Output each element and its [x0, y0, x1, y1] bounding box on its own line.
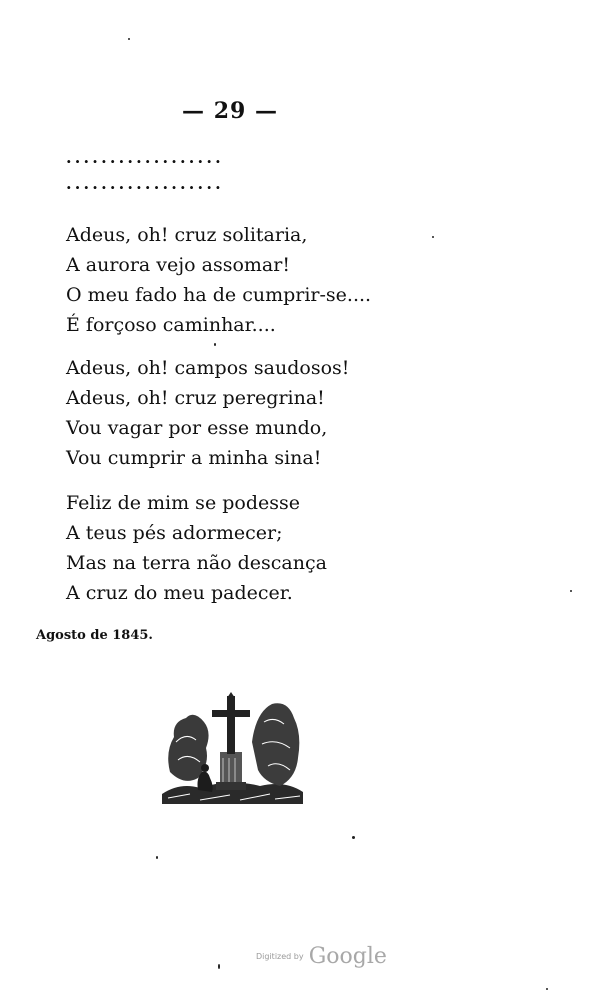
cross-vignette-illustration — [160, 682, 305, 807]
print-speck — [218, 964, 220, 969]
verse-line: Mas na terra não descança — [66, 552, 327, 574]
print-speck — [432, 236, 434, 238]
verse-line: Adeus, oh! cruz solitaria, — [66, 224, 308, 246]
print-speck — [156, 856, 158, 859]
verse-line: Feliz de mim se podesse — [66, 492, 300, 514]
page-number: — 29 — — [182, 98, 278, 124]
ellipsis-row-1: .................. — [66, 148, 224, 167]
digitized-watermark — [256, 944, 387, 969]
stanza-2 — [66, 353, 349, 473]
verse-line: O meu fado ha de cumprir-se.... — [66, 284, 372, 306]
stanza-1 — [66, 220, 371, 340]
ellipsis-row-2: .................. — [66, 174, 224, 193]
print-speck — [546, 988, 548, 990]
print-speck — [214, 343, 216, 346]
verse-line: A teus pés adormecer; — [66, 522, 283, 544]
verse-line: Vou vagar por esse mundo, — [66, 417, 328, 439]
google-logo-text: Google — [308, 944, 387, 969]
verse-line: A cruz do meu padecer. — [66, 582, 293, 604]
print-speck — [570, 590, 572, 592]
print-speck — [128, 38, 130, 40]
verse-line: Vou cumprir a minha sina! — [66, 447, 322, 469]
verse-line: É forçoso caminhar.... — [66, 314, 276, 336]
verse-line: Adeus, oh! cruz peregrina! — [66, 387, 325, 409]
verse-line: Adeus, oh! campos saudosos! — [66, 357, 350, 379]
stanza-3 — [66, 488, 327, 608]
digitized-label: Digitized by — [256, 952, 304, 961]
poem-date: Agosto de 1845. — [36, 628, 153, 643]
verse-line: A aurora vejo assomar! — [66, 254, 290, 276]
print-speck — [352, 836, 355, 839]
